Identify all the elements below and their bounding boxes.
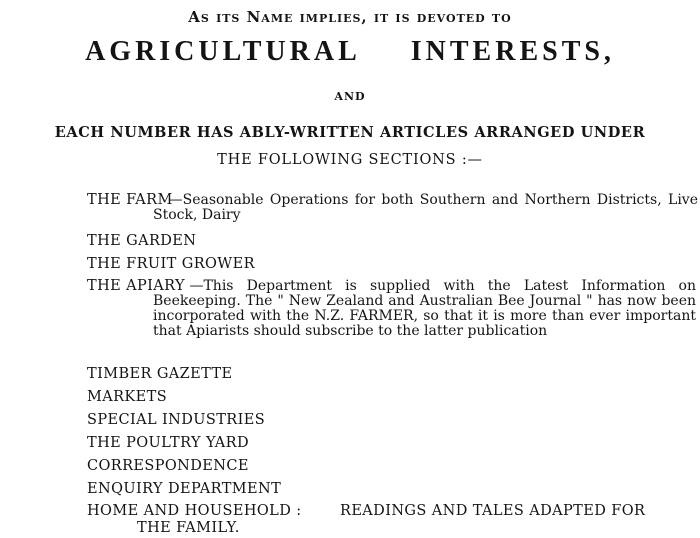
section-fruit-grower: THE FRUIT GROWER	[87, 256, 255, 272]
intro-line: As its Name implies, it is devoted to	[188, 8, 512, 26]
farm-description	[153, 193, 698, 223]
farm-title: THE FARM	[87, 192, 173, 208]
apiary-desc-text: —This Department is supplied with the Latest Information on Beekeeping. The " New Zealand and Australian Bee Journal " has now been incorporated with the N.Z. FARMER, so that it is more than ever important that Apiarists should subscribe to the latter publication	[153, 278, 697, 339]
interests-word: INTERESTS,	[410, 36, 615, 67]
section-home-household	[87, 503, 302, 519]
the-family-line: THE FAMILY.	[137, 520, 240, 536]
section-timber-gazette: TIMBER GAZETTE	[87, 366, 233, 382]
following-sections-heading: THE FOLLOWING SECTIONS :—	[217, 152, 483, 168]
readings-tales-line: READINGS AND TALES ADAPTED FOR	[340, 503, 646, 519]
home-household-title: HOME AND HOUSEHOLD :	[87, 503, 302, 519]
section-enquiry-department: ENQUIRY DEPARTMENT	[87, 481, 282, 497]
farm-desc-text: —Seasonable Operations for both Southern and Northern Districts, Live Stock, Dairy	[153, 192, 698, 223]
agricultural-interests-heading	[0, 36, 700, 68]
and-text: AND	[334, 90, 366, 103]
each-number-line: EACH NUMBER HAS ABLY-WRITTEN ARTICLES ARRANGED UNDER	[54, 124, 646, 141]
section-correspondence: CORRESPONDENCE	[87, 458, 249, 474]
apiary-title: THE APIARY	[87, 278, 185, 294]
section-markets: MARKETS	[87, 389, 168, 405]
section-poultry-yard: THE POULTRY YARD	[87, 435, 250, 451]
apiary-description	[153, 279, 696, 339]
section-special-industries: SPECIAL INDUSTRIES	[87, 412, 266, 428]
section-garden: THE GARDEN	[87, 233, 197, 249]
agricultural-word: AGRICULTURAL	[85, 36, 361, 67]
